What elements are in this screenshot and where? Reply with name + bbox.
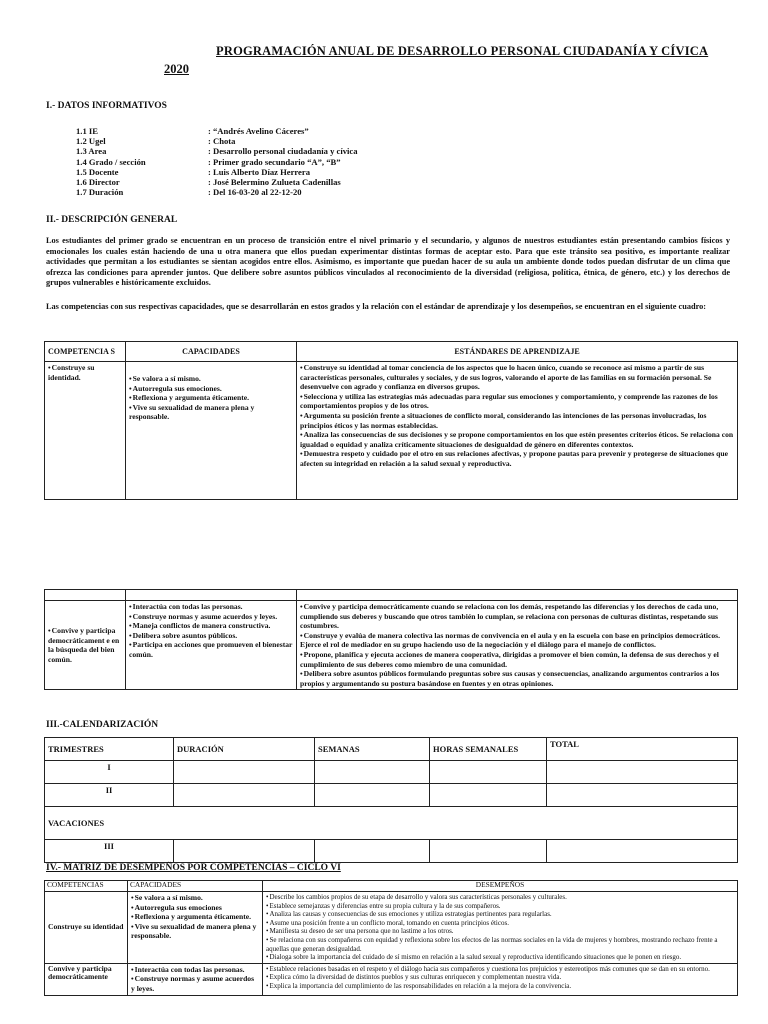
capacidad-item: • Reflexiona y argumenta éticamente. [131, 912, 259, 922]
trimestre-label: II [45, 784, 174, 807]
header-semanas: SEMANAS [315, 738, 430, 761]
info-value: : Chota [208, 136, 236, 147]
capacidades-cell [128, 892, 263, 964]
desempeno-item: • Explica cómo la diversidad de distintos pueblos y sus culturas enriquecen y complementan nuestra vida. [266, 973, 734, 982]
info-label: 1.6 Director [76, 176, 120, 187]
matriz-desempenos-table [44, 880, 738, 996]
estandar-item: • Argumenta su posición frente a situaciones de conflicto moral, considerando las intenciones de las personas involucradas, los principios éticos y las normas establecidas. [300, 411, 734, 430]
competencia-cell [45, 601, 126, 690]
header-duracion: DURACIÓN [174, 738, 315, 761]
info-row [76, 126, 358, 136]
estandar-item: • Convive y participa democráticamente cuando se relaciona con los demás, respetando las diferencias y los derechos de cada uno, cumpliendo sus deberes y buscando que otros también lo cumplan, se relaciona con personas de culturas distintas, respetando sus costumbres. [300, 602, 734, 631]
info-value: : Del 16-03-20 al 22-12-20 [208, 187, 302, 198]
estandares-cell [297, 601, 738, 690]
competencias-table-convive [44, 589, 738, 690]
header-horas-semanales: HORAS SEMANALES [430, 738, 547, 761]
capacidad-item: • Delibera sobre asuntos públicos. [129, 631, 293, 641]
estandar-item: • Construye su identidad al tomar conciencia de los aspectos que lo hacen único, cuando se reconoce así mismo a partir de sus características personales, culturales y sociales, y de sus logros, valorando el aporte de las familias en su formación personal. Se desenvuelve con agrado y confianza en diversos grupos. [300, 363, 734, 392]
desempeno-item: • Explica la importancia del cumplimiento de las responsabilidades en relación a la mejora de la convivencia. [266, 982, 734, 991]
capacidad-item: • Autorregula sus emociones. [129, 384, 293, 394]
header-capacidades: CAPACIDADES [126, 342, 297, 362]
desempenos-cell [263, 963, 738, 995]
competencia-convive: • Convive y participa democráticament e en la búsqueda del bien común. [48, 626, 122, 664]
competencia-convive: Convive y participa democráticamente [45, 963, 128, 995]
info-label: 1.1 IE [76, 126, 98, 136]
capacidad-item: • Se valora a sí mismo. [129, 374, 293, 384]
section-calendarizacion-heading: III.-CALENDARIZACIÓN [46, 720, 159, 730]
estandar-item: • Selecciona y utiliza las estrategias más adecuadas para regular sus emociones y comportamiento, y comprende las razones de los comportamientos propios y de los otros. [300, 392, 734, 411]
capacidad-item: • Reflexiona y argumenta éticamente. [129, 393, 293, 403]
info-row [76, 187, 358, 197]
desempeno-item: • Describe los cambios propios de su etapa de desarrollo y valora sus características personales y culturales. [266, 893, 734, 902]
info-value: : Desarrollo personal ciudadanía y cívica [208, 146, 358, 157]
info-label: 1.7 Duración [76, 187, 124, 198]
competencias-intro-paragraph: Las competencias con sus respectivas capacidades, que se desarrollarán en estos grados y la relación con el estándar de aprendizaje y los desempeños, se encuentran en el siguiente cuadro: [46, 302, 707, 311]
desempeno-item: • Establece relaciones basadas en el respeto y el diálogo hacia sus compañeros y cuestiona los prejuicios y estereotipos más comunes que se dan en su entorno. [266, 965, 734, 974]
estandar-item: • Construye y evalúa de manera colectiva las normas de convivencia en el aula y en la escuela con base en principios democráticos. Ejerce el rol de mediador en su grupo haciendo uso de la negociación y el diálogo para el manejo de conflictos. [300, 631, 734, 650]
descripcion-paragraph: Los estudiantes del primer grado se encuentran en un proceso de transición entre el nivel primario y el secundario, y algunos de nuestros estudiantes están presentando cambios físicos y emocionales los cuales están haciendo de una u otra manera que ellos puedan experimentar distintas formas de aceptar esto. Para que este tránsito sea positivo, es importante realizar actividades que permitan a los estudiantes se sientan acogidos entre ellos. Asimismo, es importante que puedan hacer de su aula un ambiente donde todos puedan disfrutar de un clima que ofrezca las condiciones para aprender juntos. Que delibere sobre asuntos públicos vinculados al reconocimiento de la diversidad (religiosa, política, étnica, de género, etc.) y los derechos de grupos vulnerables e históricamente excluidos. [46, 236, 730, 287]
section-datos-heading: I.- DATOS INFORMATIVOS [46, 101, 167, 111]
header-total: TOTAL [547, 738, 738, 761]
desempeno-item: • Dialoga sobre la importancia del cuidado de sí mismo en relación a la salud sexual y reproductiva identificando situaciones que le ponen en riesgo. [266, 953, 734, 962]
capacidad-item: • Construye normas y asume acuerdos y leyes. [131, 974, 259, 993]
info-label: 1.2 Ugel [76, 136, 106, 147]
vacaciones-label: VACACIONES [45, 807, 738, 840]
header-capacidades: CAPACIDADES [128, 881, 263, 892]
info-value: : José Belermino Zulueta Cadenillas [208, 176, 341, 187]
capacidad-item: • Vive su sexualidad de manera plena y responsable. [131, 922, 259, 941]
info-value: : “Andrés Avelino Cáceres” [208, 126, 309, 136]
competencia-identidad: Construye su identidad [45, 892, 128, 964]
section-matriz-heading: IV.- MATRIZ DE DESEMPEÑOS POR COMPETENCIAS – CICLO VI [46, 863, 341, 873]
capacidad-item: • Maneja conflictos de manera constructiva. [129, 621, 293, 631]
competencia-identidad: • Construye su identidad. [48, 363, 122, 382]
info-label: 1.5 Docente [76, 166, 119, 177]
desempeno-item: • Analiza las causas y consecuencias de sus emociones y utiliza estrategias pertinentes para regularlas. [266, 910, 734, 919]
estandares-cell [297, 362, 738, 500]
info-row [76, 136, 358, 146]
trimestre-label: III [45, 840, 174, 863]
desempenos-cell [263, 892, 738, 964]
section-descripcion-heading: II.- DESCRIPCIÓN GENERAL [46, 215, 178, 225]
capacidad-item: • Se valora a sí mismo. [131, 893, 259, 903]
capacidades-cell [126, 601, 297, 690]
desempeno-item: • Asume una posición frente a un conflicto moral, tomando en cuenta principios éticos. [266, 919, 734, 928]
info-value: : Primer grado secundario “A”, “B” [208, 156, 341, 167]
estandar-item: • Delibera sobre asuntos públicos formulando preguntas sobre sus causas y consecuencias, analizando argumentos contrarios a los propios y argumentando su postura basándose en fuentes y en otras opiniones. [300, 669, 734, 688]
datos-informativos-list [76, 126, 358, 197]
info-value: : Luis Alberto Díaz Herrera [208, 166, 310, 177]
info-row [76, 167, 358, 177]
desempeno-item: • Establece semejanzas y diferencias entre su propia cultura y la de sus compañeros. [266, 902, 734, 911]
estandar-item: • Propone, planifica y ejecuta acciones de manera cooperativa, dirigidas a promover el bien común, la defensa de sus derechos y el cumplimiento de sus deberes como miembro de una comunidad. [300, 650, 734, 669]
capacidad-item: • Autorregula sus emociones [131, 903, 259, 913]
capacidades-cell [126, 362, 297, 500]
capacidad-item: • Participa en acciones que promueven el bienestar común. [129, 640, 293, 659]
desempeno-item: • Se relaciona con sus compañeros con equidad y reflexiona sobre los efectos de las normas sociales en la vida de mujeres y hombres, mostrando rechazo frente a aquellas que generan desigualdad. [266, 936, 734, 953]
header-desempenos: DESEMPEÑOS [263, 881, 738, 892]
desempeno-item: • Manifiesta su deseo de ser una persona que no lastime a los otros. [266, 927, 734, 936]
estandar-item: • Analiza las consecuencias de sus decisiones y se propone comportamientos en los que estén presentes criterios éticos. Se relaciona con igualdad o equidad y analiza críticamente situaciones de desigualdad de género en diferentes contextos. [300, 430, 734, 449]
capacidad-item: • Vive su sexualidad de manera plena y responsable. [129, 403, 293, 422]
info-row [76, 177, 358, 187]
header-trimestres: TRIMESTRES [45, 738, 174, 761]
info-row [76, 157, 358, 167]
header-competencias: COMPETENCIA S [45, 342, 126, 362]
competencia-cell [45, 362, 126, 500]
document-year: 2020 [164, 62, 189, 76]
info-label: 1.3 Area [76, 146, 107, 157]
capacidad-item: • Interactúa con todas las personas. [131, 965, 259, 975]
calendarizacion-table [44, 737, 738, 863]
info-row [76, 146, 358, 156]
capacidad-item: • Construye normas y asume acuerdos y leyes. [129, 612, 293, 622]
document-title: PROGRAMACIÓN ANUAL DE DESARROLLO PERSONAL CIUDADANÍA Y CÍVICA [216, 44, 709, 58]
info-label: 1.4 Grado / sección [76, 156, 146, 167]
header-estandares: ESTÁNDARES DE APRENDIZAJE [297, 342, 738, 362]
trimestre-label: I [45, 761, 174, 784]
estandar-item: • Demuestra respeto y cuidado por el otro en sus relaciones afectivas, y propone pautas para prevenir y protegerse de situaciones que afecten su integridad en relación a la salud sexual y reproductiva. [300, 449, 734, 468]
capacidades-cell [128, 963, 263, 995]
capacidad-item: • Interactúa con todas las personas. [129, 602, 293, 612]
competencias-table-identidad [44, 341, 738, 500]
header-competencias: COMPETENCIAS [45, 881, 128, 892]
